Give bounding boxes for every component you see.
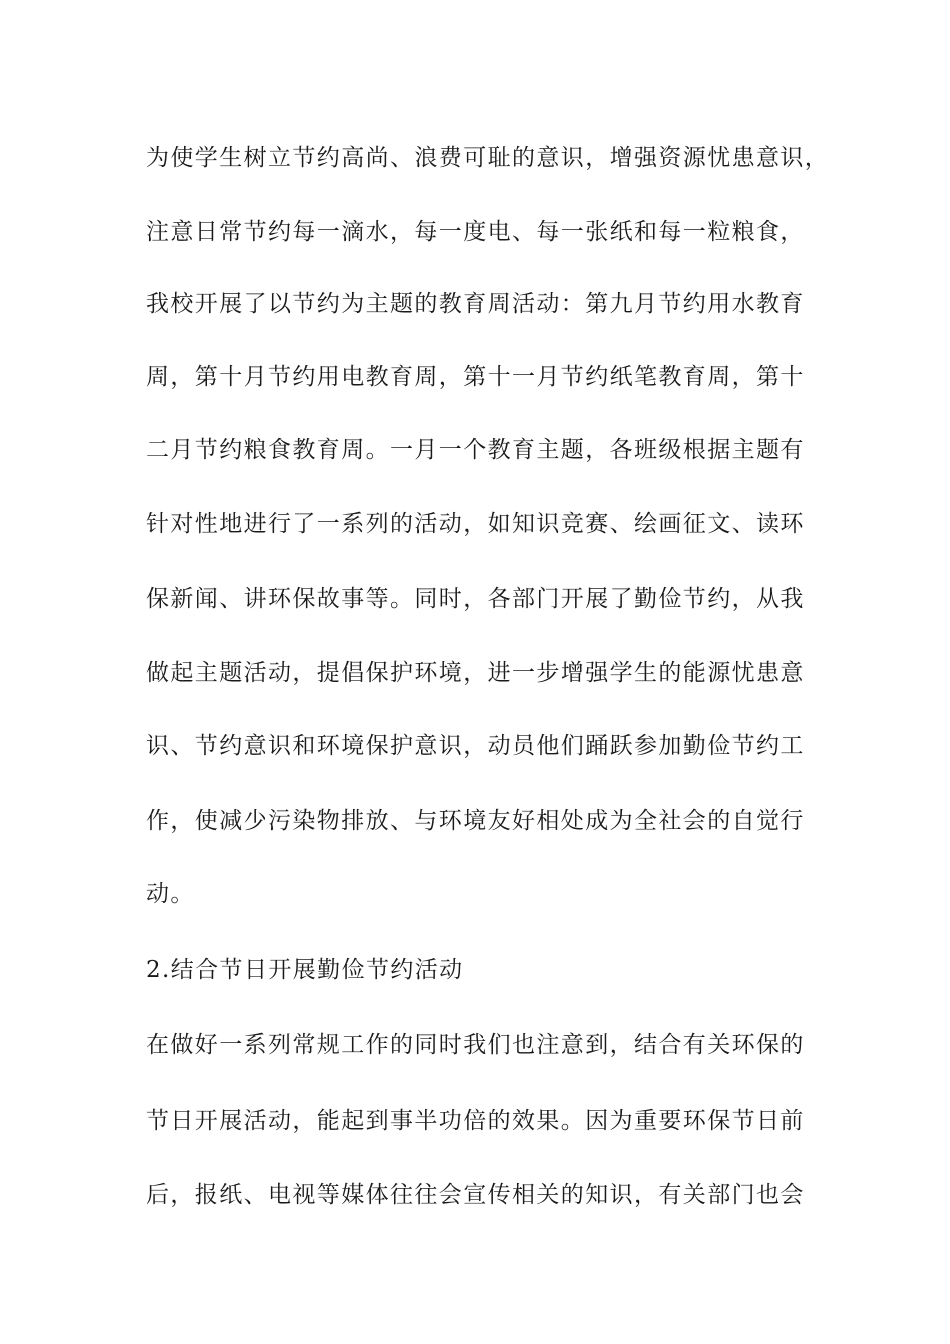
text-line-9: 识、节约意识和环境保护意识，动员他们踊跃参加勤俭节约工	[146, 733, 805, 759]
text-line-13: 在做好一系列常规工作的同时我们也注意到，结合有关环保的	[146, 1032, 805, 1058]
text-line-5: 二月节约粮食教育周。一月一个教育主题，各班级根据主题有	[146, 437, 805, 463]
text-line-4: 周，第十月节约用电教育周，第十一月节约纸笔教育周，第十	[146, 364, 805, 390]
text-line-1: 为使学生树立节约高尚、浪费可耻的意识，增强资源忧患意识，	[146, 145, 830, 171]
text-line-8: 做起主题活动，提倡保护环境，进一步增强学生的能源忧患意	[146, 660, 805, 686]
text-line-3: 我校开展了以节约为主题的教育周活动：第九月节约用水教育	[146, 291, 805, 317]
text-line-7: 保新闻、讲环保故事等。同时，各部门开展了勤俭节约，从我	[146, 586, 805, 612]
section-heading: 2.结合节日开展勤俭节约活动	[146, 957, 464, 983]
text-line-11: 动。	[146, 881, 195, 907]
text-line-15: 后，报纸、电视等媒体往往会宣传相关的知识，有关部门也会	[146, 1182, 805, 1208]
text-line-10: 作，使减少污染物排放、与环境友好相处成为全社会的自觉行	[146, 808, 805, 834]
text-line-2: 注意日常节约每一滴水，每一度电、每一张纸和每一粒粮食，	[146, 219, 805, 245]
text-line-6: 针对性地进行了一系列的活动，如知识竞赛、绘画征文、读环	[146, 511, 805, 537]
text-line-14: 节日开展活动，能起到事半功倍的效果。因为重要环保节日前	[146, 1108, 805, 1134]
